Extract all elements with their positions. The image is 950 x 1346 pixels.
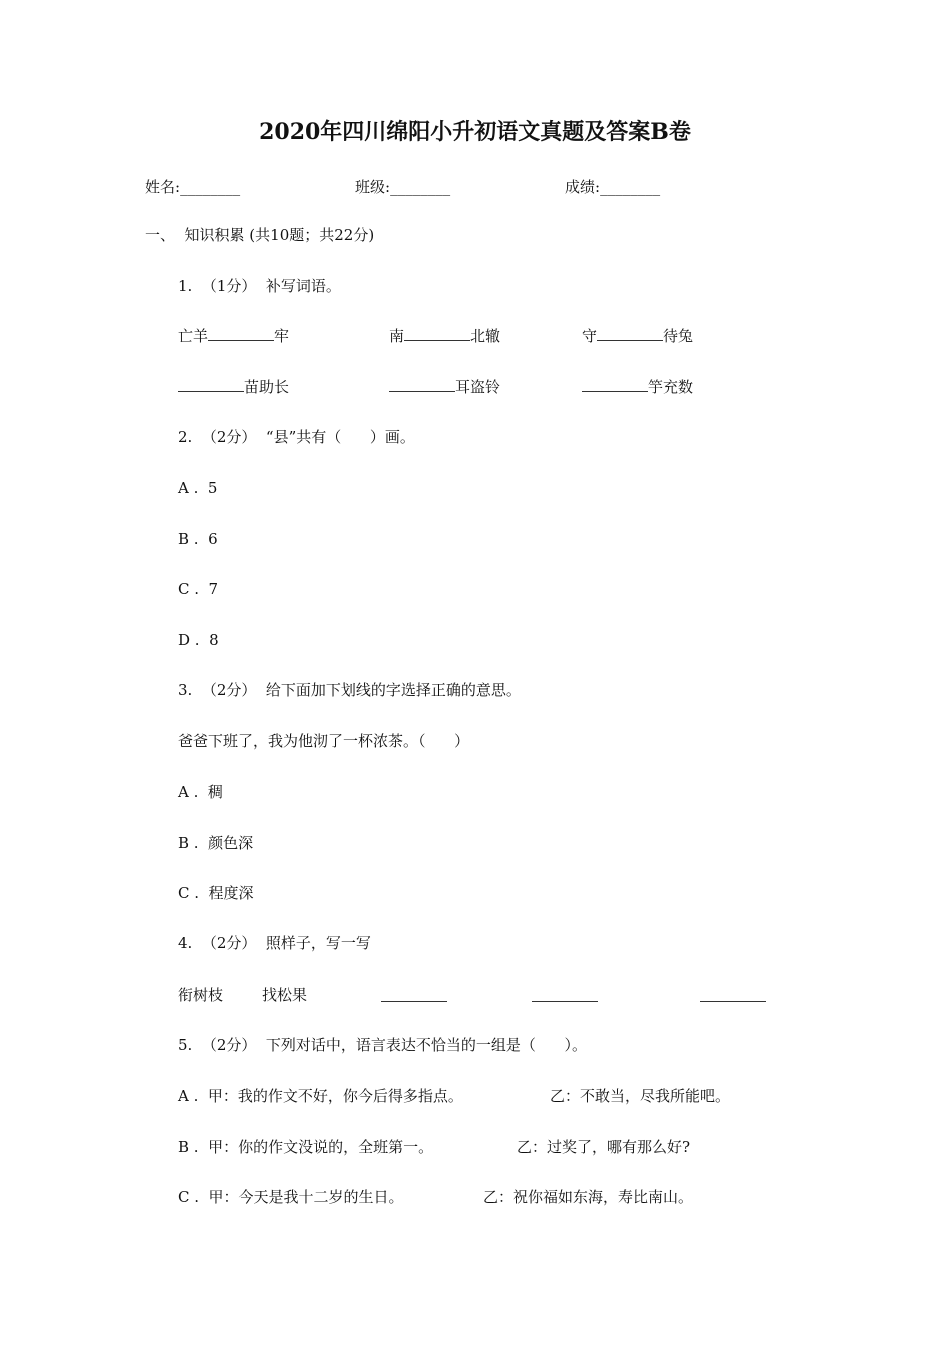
name-field [145, 177, 240, 197]
q1-item-2-suffix: 北辙 [470, 327, 501, 345]
question-3-stem: 3. （2分） 给下面加下划线的字选择正确的意思。 [178, 681, 521, 699]
q1-item-5-suffix: 耳盗铃 [455, 378, 501, 396]
q1-blank-5 [389, 377, 455, 392]
q5-option-b-speaker-b: 乙：过奖了，哪有那么好? [517, 1138, 691, 1156]
q2-option-d: D . 8 [178, 631, 219, 649]
q4-answer-blank-2 [532, 1001, 598, 1002]
page-title: 2020年四川绵阳小升初语文真题及答案B卷 [259, 119, 691, 145]
q1-blank-1 [208, 326, 274, 341]
q1-item-2-prefix: 南 [389, 327, 405, 345]
q1-item-6-suffix: 竽充数 [648, 378, 694, 396]
q1-item-3-suffix: 待兔 [663, 327, 694, 345]
q2-option-b: B . 6 [178, 530, 218, 548]
q1-item-6 [582, 377, 693, 397]
q1-item-1-suffix: 牢 [274, 327, 290, 345]
q1-item-4-suffix: 苗助长 [244, 378, 290, 396]
q1-blank-3 [597, 326, 663, 341]
q5-option-c-speaker-b: 乙：祝你福如东海，寿比南山。 [483, 1188, 694, 1206]
q2-option-a: A . 5 [178, 479, 218, 497]
q1-blank-6 [582, 377, 648, 392]
q3-option-a: A . 稠 [178, 783, 223, 801]
q5-option-b-speaker-a: B . 甲：你的作文没说的，全班第一。 [178, 1138, 434, 1156]
question-5-stem: 5. （2分） 下列对话中，语言表达不恰当的一组是（ ）。 [178, 1036, 588, 1054]
class-label: 班级: [355, 178, 391, 196]
class-field [355, 177, 450, 197]
q1-item-4 [178, 377, 289, 397]
score-label: 成绩: [565, 178, 601, 196]
q1-item-1 [178, 326, 289, 346]
score-blank: ________ [600, 178, 661, 196]
question-2-stem: 2. （2分） “县”共有（ ）画。 [178, 428, 415, 446]
q3-option-c: C . 程度深 [178, 884, 254, 902]
q1-blank-4 [178, 377, 244, 392]
class-blank: ________ [390, 178, 451, 196]
q1-item-5 [389, 377, 500, 397]
q5-option-a-speaker-b: 乙：不敢当，尽我所能吧。 [550, 1087, 731, 1105]
q3-sentence: 爸爸下班了，我为他沏了一杯浓茶。（ ） [178, 732, 470, 750]
q1-item-1-prefix: 亡羊 [178, 327, 209, 345]
q1-item-3 [582, 326, 693, 346]
q1-item-2 [389, 326, 500, 346]
q4-example-2: 找松果 [262, 986, 308, 1004]
q5-option-a-speaker-a: A . 甲：我的作文不好，你今后得多指点。 [178, 1087, 463, 1105]
question-4-stem: 4. （2分） 照样子，写一写 [178, 934, 371, 952]
q3-option-b: B . 颜色深 [178, 834, 254, 852]
q5-option-c-speaker-a: C . 甲：今天是我十二岁的生日。 [178, 1188, 404, 1206]
q4-answer-blank-3 [700, 1001, 766, 1002]
q1-item-3-prefix: 守 [582, 327, 598, 345]
q4-answer-blank-1 [381, 1001, 447, 1002]
q2-option-c: C . 7 [178, 580, 219, 598]
name-label: 姓名: [145, 178, 181, 196]
score-field [565, 177, 660, 197]
q1-blank-2 [404, 326, 470, 341]
q4-example-1: 衔树枝 [178, 986, 224, 1004]
section-heading: 一、 知识积累 (共10题；共22分) [145, 226, 375, 244]
question-1-stem: 1. （1分） 补写词语。 [178, 277, 341, 295]
name-blank: ________ [180, 178, 241, 196]
